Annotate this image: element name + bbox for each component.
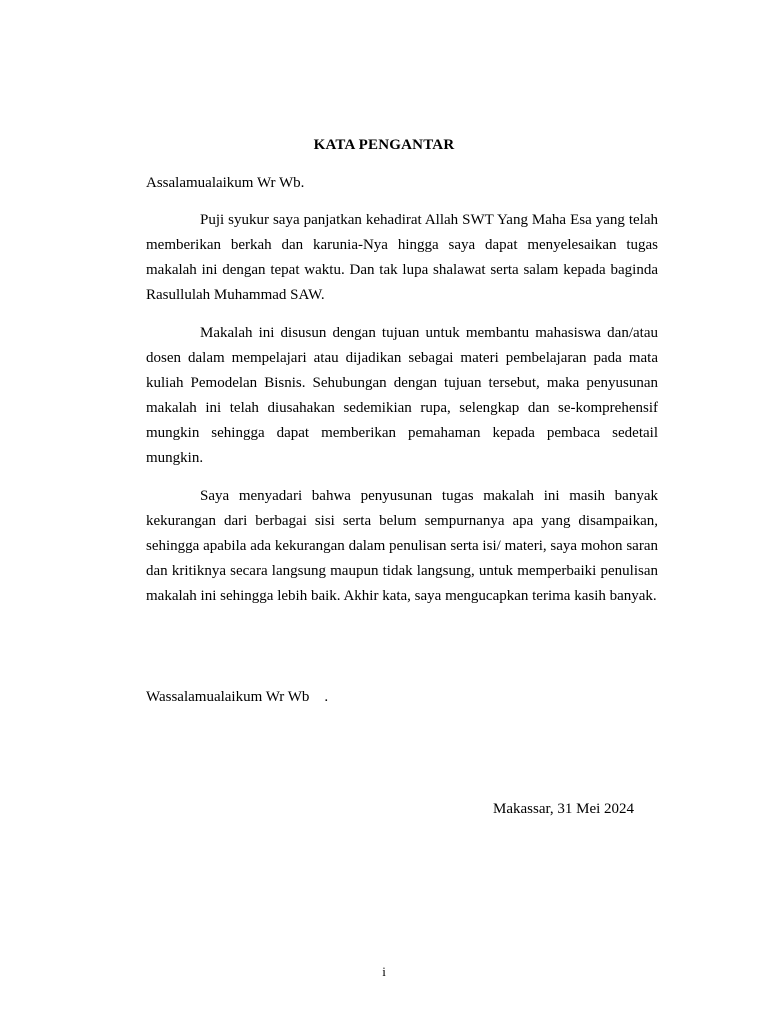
greeting: Assalamualaikum Wr Wb. (146, 175, 305, 191)
closing-salutation: Wassalamualaikum Wr Wb . (146, 689, 329, 705)
body-text (146, 208, 658, 622)
paragraph-1: Puji syukur saya panjatkan kehadirat Allah SWT Yang Maha Esa yang telah memberikan berkah dan karunia-Nya hingga saya dapat menyelesaikan tugas makalah ini dengan tepat waktu. Dan tak lupa shalawat serta salam kepada baginda Rasullulah Muhammad SAW. (146, 212, 658, 303)
paragraph-3: Saya menyadari bahwa penyusunan tugas makalah ini masih banyak kekurangan dari berbagai sisi serta belum sempurnanya apa yang disampaikan, sehingga apabila ada kekurangan dalam penulisan serta isi/ materi, saya mohon saran dan kritiknya secara langsung maupun tidak langsung, untuk memperbaiki penulisan makalah ini sehingga lebih baik. Akhir kata, saya mengucapkan terima kasih banyak. (146, 488, 658, 604)
place-date: Makassar, 31 Mei 2024 (493, 801, 635, 817)
page-number: i (382, 964, 386, 979)
page-title: KATA PENGANTAR (313, 137, 455, 153)
paragraph-2: Makalah ini disusun dengan tujuan untuk membantu mahasiswa dan/atau dosen dalam mempelajari atau dijadikan sebagai materi pembelajaran pada mata kuliah Pemodelan Bisnis. Sehubungan dengan tujuan tersebut, maka penyusunan makalah ini telah diusahakan sedemikian rupa, selengkap dan se-komprehensif mungkin sehingga dapat memberikan pemahaman kepada pembaca sedetail mungkin. (146, 325, 658, 466)
